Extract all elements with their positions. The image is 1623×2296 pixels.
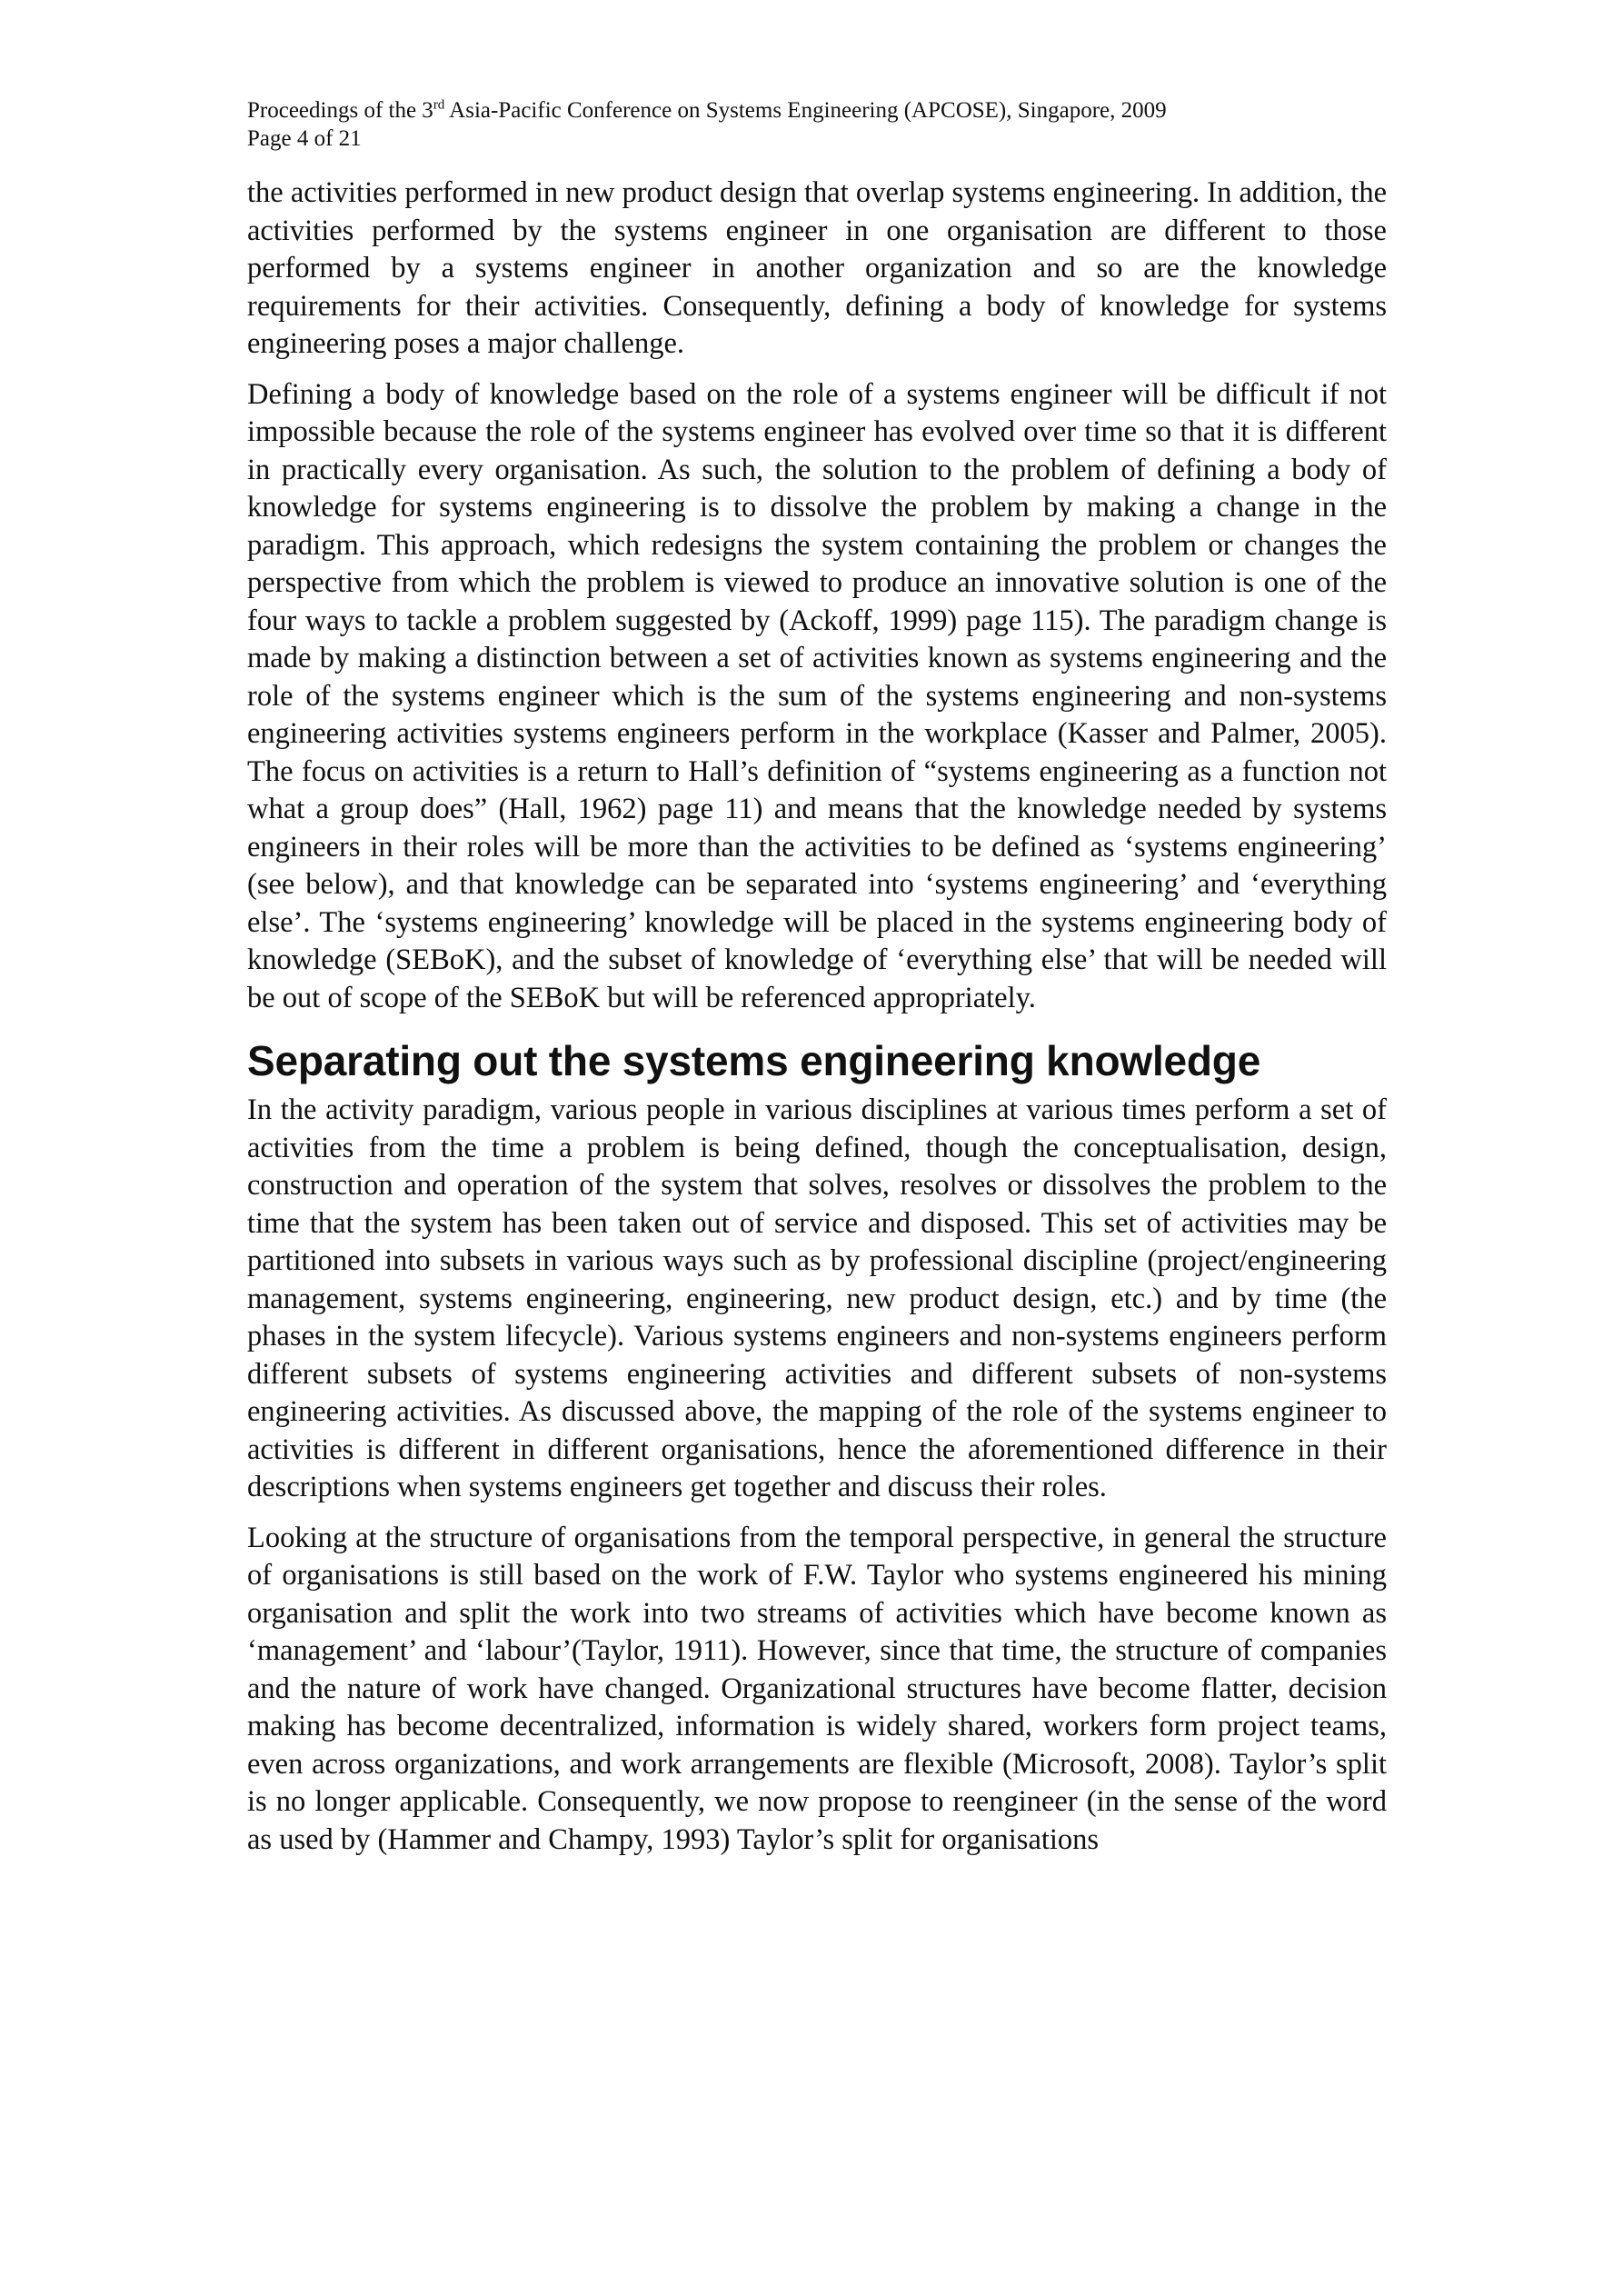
paragraph-continued: the activities performed in new product design that overlap systems engineering. In addition, the activities performed by the systems engineer in one organisation are different to those performed by a systems engineer in another organization and so are the knowledge requirements for their activities. Consequently, defining a body of knowledge for systems engineering poses a major challenge. xyxy=(247,176,1387,360)
section-heading: Separating out the systems engineering knowledge xyxy=(247,1037,1261,1084)
running-header xyxy=(247,96,1387,153)
paragraph-paradigm-change: Defining a body of knowledge based on the role of a systems engineer will be difficult if not impossible because the role of the systems engineer has evolved over time so that it is different in practically every organisation. As such, the solution to the problem of defining a body of knowledge for systems engineering is to dissolve the problem by making a change in the paradigm. This approach, which redesigns the system containing the problem or changes the perspective from which the problem is viewed to produce an innovative solution is one of the four ways to tackle a problem suggested by (Ackoff, 1999) page 115). The paradigm change is made by making a distinction between a set of activities known as systems engineering and the role of the systems engineer which is the sum of the systems engineering and non-systems engineering activities systems engineers perform in the workplace (Kasser and Palmer, 2005). The focus on activities is a return to Hall’s definition of “systems engineering as a function not what a group does” (Hall, 1962) page 11) and means that the knowledge needed by systems engineers in their roles will be more than the activities to be defined as ‘systems engineering’ (see below), and that knowledge can be separated into ‘systems engineering’ and ‘everything else’. The ‘systems engineering’ knowledge will be placed in the systems engineering body of knowledge (SEBoK), and the subset of knowledge of ‘everything else’ that will be needed will be out of scope of the SEBoK but will be referenced appropriately. xyxy=(247,377,1387,1014)
paragraph-activity-paradigm: In the activity paradigm, various people in various disciplines at various times perform a set of activities from the time a problem is being defined, though the conceptualisation, design, construction and operation of the system that solves, resolves or dissolves the problem to the time that the system has been taken out of service and disposed. This set of activities may be partitioned into subsets in various ways such as by professional discipline (project/engineering management, systems engineering, engineering, new product design, etc.) and by time (the phases in the system lifecycle). Various systems engineers and non-systems engineers perform different subsets of systems engineering activities and different subsets of non-systems engineering activities. As discussed above, the mapping of the role of the systems engineer to activities is different in different organisations, hence the aforementioned difference in their descriptions when systems engineers get together and discuss their roles. xyxy=(247,1093,1387,1503)
proceedings-line xyxy=(247,96,1387,125)
ordinal-suffix: rd xyxy=(433,97,445,113)
proceedings-prefix: Proceedings of the 3 xyxy=(247,98,433,123)
proceedings-suffix: Asia-Pacific Conference on Systems Engineering (APCOSE), Singapore, 2009 xyxy=(444,98,1167,123)
document-page xyxy=(247,96,1387,1872)
page-number: Page 4 of 21 xyxy=(247,126,362,151)
paragraph-organisation-structure: Looking at the structure of organisations from the temporal perspective, in general the structure of organisations is still based on the work of F.W. Taylor who systems engineered his mining organisation and split the work into two streams of activities which have become known as ‘management’ and ‘labour’(Taylor, 1911). However, since that time, the structure of companies and the nature of work have changed. Organizational structures have become flatter, decision making has become decentralized, information is widely shared, workers form project teams, even across organizations, and work arrangements are flexible (Microsoft, 2008). Taylor’s split is no longer applicable. Consequently, we now propose to reengineer (in the sense of the word as used by (Hammer and Champy, 1993) Taylor’s split for organisations xyxy=(247,1521,1387,1856)
